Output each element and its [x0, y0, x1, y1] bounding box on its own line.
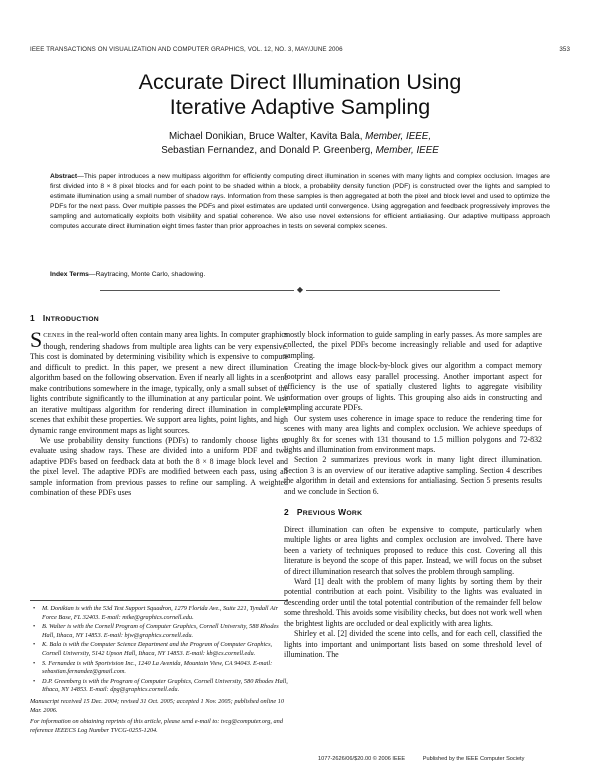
- intro-paragraph-1: SCENES in the real-world often contain many area lights. In computer graphics though, rendering shadows from multiple area lights can be very expensive. This cost is dominated by determining visibility which is expensive to compute and difficult to predict. In this paper, we present a new direct illumination algorithm based on the following observation. Even if nearly all lights in a scene make contributions somewhere in the image, typically, only a small subset of the lights contribute significantly to the illumination at any particular point. We use an iterative multipass algorithm for rendering direct illumination in complex scenes that exhibit these properties. We support area lights, point lights, and high dynamic range environment maps as light sources.: [30, 327, 288, 435]
- footnote-item: • D.P. Greenberg is with the Program of Computer Graphics, Cornell University, 580 Rhodes Hall, Ithaca, NY 14853. E-mail: dpg@graphics.cornell.edu.: [30, 678, 288, 695]
- intro-paragraph-2: We use probability density functions (PDFs) to randomly choose lights to evaluate using shadow rays. These are divided into a uniform PDF and two adaptive PDFs based on feedback data at both the 8 × 8 image block level and the pixel level. The adaptive PDFs are modified between each pass, using all sample information from previous passes to refine our sampling. A weighted combination of these PDFs uses: [30, 435, 288, 498]
- page-number: 353: [559, 46, 570, 53]
- journal-name: IEEE TRANSACTIONS ON VISUALIZATION AND COMPUTER GRAPHICS, VOL. 12, NO. 3, MAY/JUNE 2006: [30, 46, 343, 53]
- member-ieee-2: Member, IEEE: [375, 144, 439, 156]
- left-column: [30, 313, 288, 499]
- publisher-line: Published by the IEEE Computer Society: [422, 756, 525, 762]
- intro-paragraph-3: Creating the image block-by-block gives our algorithm a compact memory footprint and allows easy parallel processing. Another important aspect for efficiency is the use of spatially clustered lights to aggregate visibility information over groups of lights. This grouping also aids in constructing and sampling accurate PDFs.: [284, 361, 542, 413]
- authors-line-2: Sebastian Fernandez, and Donald P. Greenberg,: [161, 144, 373, 156]
- right-column: [284, 330, 542, 661]
- manuscript-info: Manuscript received 15 Dec. 2004; revised 31 Oct. 2005; accepted 1 Nov. 2005; published online 10 Mar. 2006.: [30, 697, 285, 714]
- authors-line-1: Michael Donikian, Bruce Walter, Kavita Bala,: [168, 131, 363, 142]
- prev-work-paragraph-3: Shirley et al. [2] divided the scene into cells, and for each cell, classified the lights into important and unimportant lists based on some threshold level of illumination. The: [284, 629, 542, 660]
- index-terms-text: —Raytracing, Monte Carlo, shadowing.: [88, 271, 206, 278]
- section-2-heading: 2 PREVIOUS WORK: [284, 507, 363, 518]
- title-line-2: Iterative Adaptive Sampling: [169, 95, 431, 119]
- running-header: [30, 46, 570, 53]
- diamond-icon: ◆: [294, 285, 306, 295]
- abstract: [50, 172, 550, 233]
- footnote-item: • M. Donikian is with the 53d Test Support Squadron, 1279 Florida Ave., Suite 221, Tyndall Air Force Base, FL 32403. E-mail: mike@graphics.cornell.edu.: [30, 605, 288, 622]
- footnote-item: • B. Walter is with the Cornell Program of Computer Graphics, Cornell University, 588 Rhodes Hall, Ithaca, NY 14853. E-mail: bjw@graphics.cornell.edu.: [30, 623, 288, 640]
- prev-work-paragraph-2: Ward [1] dealt with the problem of many lights by sorting them by their potential contribution at each point. Visibility to the lights was evaluated in descending order until the total potential contribution of the remainder fell below some threshold. This avoids some visibility checks, but does not work well when the brightest lights are occluded or deal explicitly with area lights.: [284, 576, 542, 628]
- drop-cap: S: [30, 327, 43, 353]
- member-ieee-1: Member, IEEE,: [365, 131, 432, 142]
- title-line-1: Accurate Direct Illumination Using: [138, 70, 462, 94]
- index-terms: [50, 270, 550, 280]
- abstract-text: —This paper introduces a new multipass algorithm for efficiently computing direct illumination in scenes with many lights and complex occlusion. Images are first divided into 8 × 8 pixel blocks and for each point to be shaded within a block, a probability density function (PDF) is constructed over the lights and sampled to estimate illumination using a small number of shadow rays. Information from these samples is then aggregated at both the pixel and block level and used to optimize the PDFs for the next pass. Over multiple passes the PDFs and pixel estimates are updated until convergence. Using aggregation and feedback progressively improves the sampling and automatically exploits both visibility and spatial coherence. We also use novel extensions for efficient antialiasing. Our adaptive multipass approach computes accurate direct illumination eight times faster than prior approaches in tests on several complex scenes.: [50, 173, 550, 231]
- section-1-heading: 1 INTRODUCTION: [30, 313, 100, 323]
- footnote-item: • S. Fernandez is with Sportvision Inc., 1240 La Avenida, Mountain View, CA 94043. E-mail: sebastian.fernandez@gmail.com.: [30, 660, 288, 677]
- intro-paragraph-2-cont: mostly block information to guide sampling in early passes. As more samples are collected, the pixel PDFs become increasingly reliable and used for adaptive sampling.: [284, 330, 542, 360]
- prev-work-paragraph-1: Direct illumination can often be expensive to compute, particularly when multiple lights or area lights and complex occlusion are involved. There have been a variety of techniques proposed to reduce this cost. Covering all this literature is beyond the scope of this paper. Instead, we will focus on the subset of direct illumination research that solves the problem through sampling.: [284, 524, 542, 576]
- reprints-info: For information on obtaining reprints of this article, please send e-mail to: tvcg@computer.org, and reference IEEECS Log Number TVCG-0255-1204.: [30, 718, 283, 734]
- paper-title: [0, 70, 600, 120]
- intro-paragraph-4: Our system uses coherence in image space to reduce the rendering time for scenes with many area lights and complex occlusion. We achieve speedups of roughly 8x for scenes with 131 thousand to 1.5 million polygons and 72-832 lights and illumination from environment maps.: [284, 413, 542, 454]
- intro-paragraph-5: Section 2 summarizes previous work in many light direct illumination. Section 3 is an overview of our iterative adaptive sampling. Section 4 describes the algorithm in detail and extensions for antialiasing. Section 5 presents results and we conclude in Section 6.: [284, 455, 542, 496]
- issn-copyright: 1077-2626/06/$20.00 © 2006 IEEE: [318, 756, 406, 762]
- author-list: [0, 130, 600, 157]
- page-footer: [318, 756, 540, 762]
- footnotes: [30, 600, 288, 735]
- index-terms-label: Index Terms: [50, 271, 89, 278]
- footnote-item: • K. Bala is with the Computer Science Department and the Program of Computer Graphics, Cornell University, 5142 Upson Hall, Ithaca, NY 14853. E-mail: kb@cs.cornell.edu.: [30, 641, 288, 658]
- abstract-label: Abstract: [50, 173, 78, 180]
